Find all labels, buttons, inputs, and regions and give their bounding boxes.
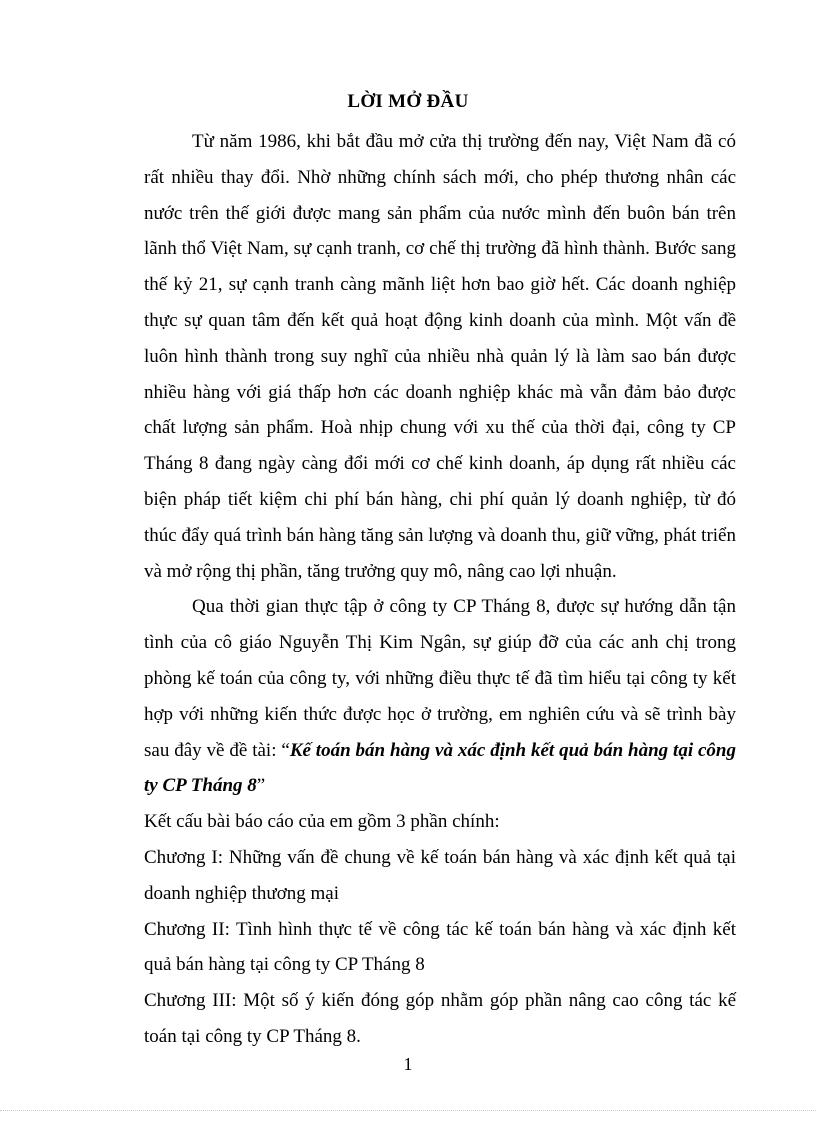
page-number: 1 <box>403 1054 413 1074</box>
structure-intro: Kết cấu bài báo cáo của em gồm 3 phần chính: <box>144 811 500 833</box>
topic-close-quote: ” <box>256 775 266 797</box>
chapter-3: Chương III: Một số ý kiến đóng góp nhằm góp phần nâng cao công tác kế toán tại công ty CP Tháng 8. <box>144 990 736 1047</box>
chapter-2: Chương II: Tình hình thực tế về công tác kế toán bán hàng và xác định kết quả bán hàng tại công ty CP Tháng 8 <box>144 918 736 976</box>
internship-paragraph-text: Qua thời gian thực tập ở công ty CP Tháng 8, được sự hướng dẫn tận tình của cô giáo Nguyễn Thị Kim Ngân, sự giúp đỡ của các anh chị trong phòng kế toán của công ty, với những điều thực tế đã tìm hiểu tại công ty kết hợp với những kiến thức được học ở trường, em nghiên cứu và sẽ trình bày sau đây về đề tài: <box>144 596 736 761</box>
document-body <box>144 124 736 1055</box>
topic-open-quote: “ <box>281 739 290 761</box>
page-bottom-divider <box>0 1110 816 1111</box>
intro-paragraph: Từ năm 1986, khi bắt đầu mở cửa thị trường đến nay, Việt Nam đã có rất nhiều thay đổi. Nhờ những chính sách mới, cho phép thương nhân các nước trên thế giới được mang sản phẩm của nước mình đến buôn bán trên lãnh thổ Việt Nam, sự cạnh tranh, cơ chế thị trường đã hình thành. Bước sang thế kỷ 21, sự cạnh tranh càng mãnh liệt hơn bao giờ hết. Các doanh nghiệp thực sự quan tâm đến kết quả hoạt động kinh doanh của mình. Một vấn đề luôn hình thành trong suy nghĩ của nhiều nhà quản lý là làm sao bán được nhiều hàng với giá thấp hơn các doanh nghiệp khác mà vẫn đảm bảo được chất lượng sản phẩm. Hoà nhịp chung với xu thế của thời đại, công ty CP Tháng 8 đang ngày càng đổi mới cơ chế kinh doanh, áp dụng rất nhiều các biện pháp tiết kiệm chi phí bán hàng, chi phí quản lý doanh nghiệp, từ đó thúc đẩy quá trình bán hàng tăng sản lượng và doanh thu, giữ vững, phát triển và mở rộng thị phần, tăng trưởng quy mô, nâng cao lợi nhuận. <box>144 131 736 582</box>
page-title: LỜI MỞ ĐẦU <box>347 91 469 112</box>
internship-paragraph <box>144 589 736 804</box>
report-topic: Kế toán bán hàng và xác định kết quả bán hàng tại công ty CP Tháng 8 <box>144 739 737 797</box>
chapter-1: Chương I: Những vấn đề chung về kế toán bán hàng và xác định kết quả tại doanh nghiệp thương mại <box>144 846 736 904</box>
